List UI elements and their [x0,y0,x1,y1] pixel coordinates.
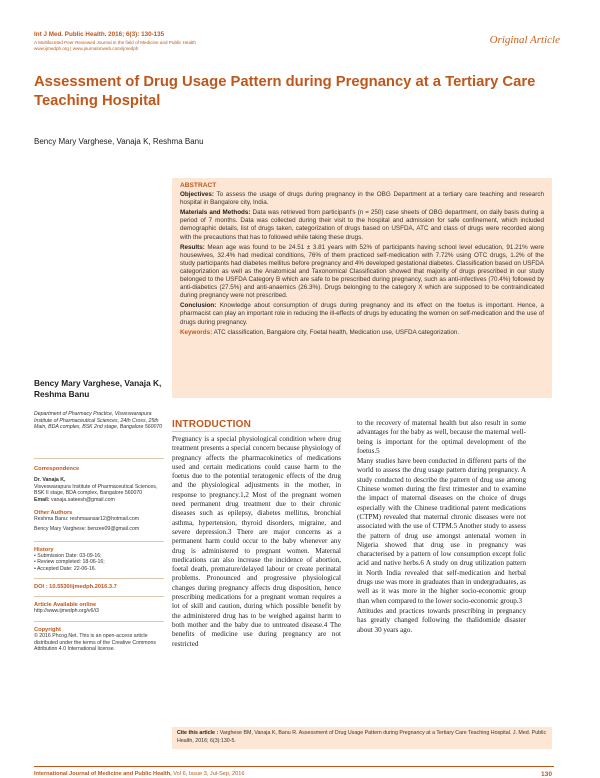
copyright-heading: Copyright [34,626,61,633]
history-item: • Submission Date: 03-09-16; [34,552,102,559]
divider [34,621,164,622]
email-address[interactable]: vanaja.sateesh@gmail.com [49,496,115,503]
footer-journal-name: International Journal of Medicine and Public Health, [34,771,172,777]
history-heading: History [34,546,54,553]
keywords-label: Keywords: [180,328,213,336]
sidebar-details [34,458,164,653]
methods-text: Data was retrieved from participant's (n = 250) case sheets of OBG department, on daily basis during a period of 7 months. Data was collected during their visit to the hospital and admission for safe confinement, which included demographic details, list of drugs taken, categorization of drugs based on USFDA, ATC and class of drugs were recorded along with the precautions that has to followed while taking these drugs. [180,209,544,241]
divider [34,578,164,579]
abstract-keywords [180,329,544,337]
keywords-text: ATC classification, Bangalore city, Foetal health, Medication use, USFDA categorization. [212,328,460,336]
abstract-content [180,182,544,339]
results-text: Mean age was found to be 24.51 ± 3.81 years with 52% of participants having school level education, 91.21% were housewives, 32.4% had medical conditions, 76% of them practiced self-medication with 7.72% using OTC drugs, 1.2% of the study participants had diabetes mellitus before pregnancy and 4% developed gestational diabetes. Classification based on USFDA categorization as well as the Anatomical and Taxonomical Classification showed that majority of drugs prescribed in our study belonged to the USFDA Category B which are safe to be prescribed during pregnancy, such as anti-infectives (70.4%) followed by anti-diabetics (27.5%) and anti-anaemics (26.3%). Drugs belonging to the category X which are supposed to be contraindicated during pregnancy were not prescribed. [180,243,544,300]
abstract-methods [180,209,544,241]
other-author-item: Reshma Banu: reshmaansar12@hotmail.com [34,516,140,523]
divider [34,596,164,597]
abstract-heading: ABSTRACT [180,182,217,189]
footer-issue: Vol 6, Issue 3, Jul-Sep, 2016 [171,771,245,777]
results-label: Results: [180,243,205,251]
correspondence-address: Visveswarapura Institute of Pharmaceutical Sciences, BSK II stage, BDA complex, Bangalore 560070 [34,483,158,497]
citation-body: Varghese BM, Vanaja K, Banu R. Assessment of Drug Usage Pattern during Pregnancy at a Tertiary Care Teaching Hospital. J. Med. Public Health, 2016; 6(3):130-5. [177,730,547,744]
introduction-heading: INTRODUCTION [172,419,252,430]
divider [34,458,164,459]
article-type-label: Original Article [489,34,560,46]
paragraph: Attitudes and practices towards prescribing in pregnancy has greatly changed following the thalidomide disaster about 30 years ago. [357,606,526,634]
sidebar-authors: Bency Mary Varghese, Vanaja K, Reshma Banu [34,378,162,399]
history-item: • Review completed: 18-06-16; [34,559,105,566]
objectives-label: Objectives: [180,191,214,199]
methods-label: Materials and Methods: [180,209,251,217]
divider [34,541,164,542]
other-authors-heading: Other Authors [34,510,73,517]
copyright-text: © 2016 Phcog.Net. This is an open-access article distributed under the terms of the Creative Commons Attribution 4.0 International license. [34,632,156,653]
footer-rule [34,766,554,767]
footer-journal [34,771,244,777]
article-title: Assessment of Drug Usage Pattern during Pregnancy at a Tertiary Care Teaching Hospital [34,74,536,109]
abstract-conclusion [180,302,544,326]
abstract-objectives [180,191,544,207]
correspondence-name: Dr. Vanaja K, [34,477,66,483]
page-number: 130 [540,771,552,778]
paragraph: Many studies have been conducted in different parts of the world to assess the drug usage pattern during pregnancy. A study conducted to describe the pattern of drug use among Chinese women during the first trimester and to examine the impact of maternal diseases on the choice of drugs especially with the Chinese traditional patent medications (CTPM) revealed that maternal chronic diseases were not associated with the use of CTPM.5 Another study to assess the pattern of drug use amongst antenatal women in Nigeria showed that drug use in pregnancy was characterised by a pattern of low consumption except folic acid and native herbs.6 A study on drug utilization pattern in North India revealed that self-medication and herbal drugs use was more in graduates than in undergraduates, as well as it was more in the higher socio-economic group than when compared to the lower socio-economic group.3 [357,457,526,605]
available-online-url[interactable]: http://www.ijmedph.org/v6/i3 [34,608,99,615]
sidebar-affiliation: Department of Pharmacy Practice, Visveswarapura Institute of Pharmaceutical Sciences, 24th Cross, 25th Main, BDA complex, BSK 2nd stage, Bangalore 560070 [34,411,163,431]
correspondence-email [34,497,164,504]
paragraph: Pregnancy is a special physiological condition where drug treatment presents a special concern because physiology of pregnancy affects the pharmacokinetics of medications used and certain medications could cause harm to the foetus due to the potential teratogenic effects of the drug and the physiological adjustments in the mother, in response to pregnancy.1,2 Most of the pregnant women need permanent drug treatment due to their chronic diseases such as epilepsy, diabetes mellitus, bronchial asthma, hypertension, thyroid disorders, migraine, and severe depression.3 There are major concerns as a permanent harm could occur to the baby whenever any drug is administered to pregnant women. Maternal medications can also increase the incidence of abortion, foetal death, premature/delayed labour or create perinatal problems. Pronounced and progressive physiological changes during pregnancy affects drug disposition, hence prescribing medications for a pregnant woman requires a lot of skill and caution, during which possible benefit by the administered drug has to be weighed against harm to both mother and the baby due to untreated disease.4 The benefits of medicine use during pregnancy are not restricted [172,435,341,648]
journal-description: A Multifaceted Peer Reviewed Journal in the field of Medicine and Public Health [34,40,196,45]
body-column-right [357,419,526,636]
other-author-item: Bency Mary Varghese: benzee09@gmail.com [34,525,140,532]
conclusion-text: Knowledge about consumption of drugs during pregnancy and its effect on the foetus is important. Hence, a pharmacist can play an important role in reducing the ill-effects of drugs by educating the women on self-medication and the use of drugs during pregnancy. [180,302,544,326]
body-column-left [172,435,341,650]
citation-label: Cite this article : [177,730,219,736]
citation-text [177,729,549,745]
abstract-results [180,244,544,301]
email-label: Email: [34,496,50,503]
available-online-heading: Article Available online [34,602,97,609]
journal-website[interactable]: www.ijmedph.org | www.journalonweb.com/ijmedph [34,46,139,51]
divider [172,431,341,432]
paragraph: to the recovery of maternal health but also result in some advantages for the baby as well, because the maternal well-being is important for the optimal development of the foetus.5 [357,419,526,455]
journal-reference: Int J Med. Public Health. 2016; 6(3): 130-135 [34,31,165,38]
objectives-text: To assess the usage of drugs during pregnancy in the OBG Department at a tertiary care teaching and research hospital in Bangalore city, India. [180,191,544,207]
correspondence-heading: Correspondence [34,466,80,472]
author-list: Bency Mary Varghese, Vanaja K, Reshma Banu [34,137,204,146]
conclusion-label: Conclusion: [180,302,217,310]
history-item: • Accepted Date: 22-06-16. [34,565,97,572]
doi[interactable]: DOI : 10.5530/ijmedph.2016.3.7 [34,584,117,591]
